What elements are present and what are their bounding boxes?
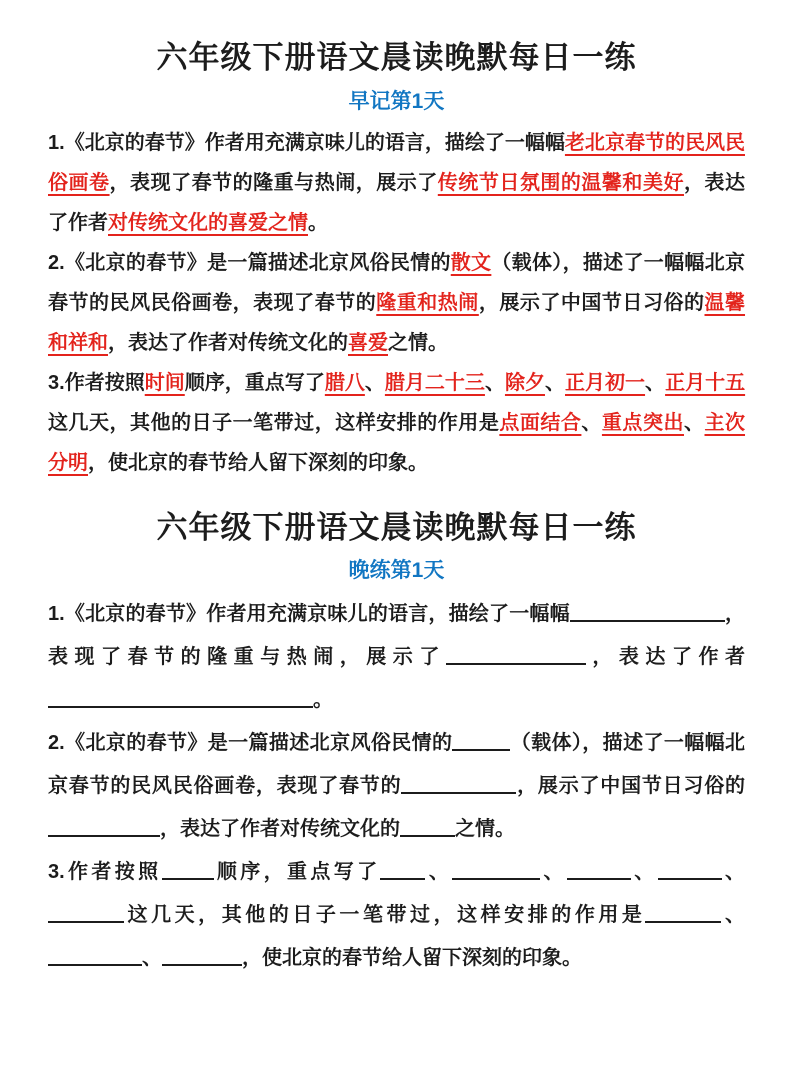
paragraph [48, 243, 745, 363]
paragraph-list-morning [48, 123, 745, 483]
text-segment: ，展示了中国节日习俗的 [478, 291, 705, 314]
text-segment: 、 [581, 411, 602, 434]
fill-in-blank-line [48, 688, 313, 708]
text-segment: 、 [544, 371, 565, 394]
text-segment: 、 [683, 411, 705, 434]
answer-highlight-segment: 正月十五 [665, 371, 746, 394]
text-segment: 、 [540, 860, 567, 883]
answer-highlight-segment: 腊月二十三 [384, 371, 485, 394]
paragraph [48, 851, 745, 980]
section-morning-reading [48, 40, 745, 483]
fill-in-blank-line [658, 860, 722, 880]
text-segment: 、 [425, 860, 453, 883]
answer-highlight-segment: 主次分明 [48, 411, 746, 474]
section-subtitle-morning: 早记第1天 [348, 89, 445, 113]
text-segment: ，表达了作者 [48, 171, 746, 234]
fill-in-blank-line [48, 817, 160, 837]
text-segment: ，表达了作者 [585, 645, 746, 668]
text-segment: ，表现了春节的隆重与热闹，展示了 [48, 602, 745, 668]
fill-in-blank-line [452, 731, 510, 751]
text-segment: 。 [308, 211, 328, 234]
answer-highlight-segment: 时间 [144, 371, 185, 394]
answer-highlight-segment: 隆重和热闹 [376, 291, 479, 314]
text-segment: 。 [313, 688, 333, 711]
fill-in-blank-line [452, 860, 540, 880]
text-segment: 之情。 [388, 331, 448, 354]
text-segment: 、 [142, 946, 162, 969]
answer-highlight-segment: 喜爱 [348, 331, 388, 354]
text-segment: ，使北京的春节给人留下深刻的印象。 [242, 946, 582, 969]
text-segment: 1.《北京的春节》作者用充满京味儿的语言，描绘了一幅幅 [48, 131, 565, 154]
text-segment: 、 [484, 371, 505, 394]
text-segment: 1.《北京的春节》作者用充满京味儿的语言，描绘了一幅幅 [48, 602, 570, 625]
fill-in-blank-line [446, 645, 586, 665]
fill-in-blank-line [567, 860, 631, 880]
text-segment: ，表现了春节的隆重与热闹，展示了 [109, 171, 438, 194]
answer-highlight-segment: 传统节日氛围的温馨和美好 [437, 171, 684, 194]
text-segment: 顺序，重点写了 [184, 371, 325, 394]
answer-highlight-segment: 老北京春节的民风民俗画卷 [48, 131, 745, 194]
fill-in-blank-line [48, 903, 124, 923]
text-segment: 这几天，其他的日子一笔带过，这样安排的作用是 [124, 903, 646, 926]
text-segment: 3.作者按照 [48, 371, 145, 394]
fill-in-blank-line [645, 903, 721, 923]
fill-in-blank-line [400, 817, 455, 837]
answer-highlight-segment: 重点突出 [601, 411, 684, 434]
text-segment: 、 [721, 903, 746, 926]
fill-in-blank-line [48, 946, 142, 966]
text-segment: 顺序，重点写了 [213, 860, 381, 883]
answer-highlight-segment: 正月初一 [565, 371, 646, 394]
answer-highlight-segment: 对传统文化的喜爱之情 [108, 211, 308, 234]
answer-highlight-segment: 除夕 [504, 371, 545, 394]
fill-in-blank-line [570, 602, 725, 622]
page-title-evening: 六年级下册语文晨读晚默每日一练 [156, 509, 637, 545]
text-segment: （载体），描述了一幅幅北京春节的民风民俗画卷，表现了春节的 [48, 731, 745, 797]
text-segment: 、 [721, 860, 746, 883]
fill-in-blank-line [162, 860, 214, 880]
text-segment: 2.《北京的春节》是一篇描述北京风俗民情的 [48, 731, 453, 754]
text-segment: 之情。 [455, 817, 515, 840]
paragraph [48, 722, 745, 851]
text-segment: ，表达了作者对传统文化的 [108, 331, 348, 354]
page-title: 六年级下册语文晨读晚默每日一练 [156, 40, 637, 75]
paragraph [48, 593, 745, 722]
answer-highlight-segment: 点面结合 [499, 411, 582, 434]
paragraph [48, 123, 745, 243]
section-evening-practice [48, 510, 745, 980]
text-segment: ，使北京的春节给人留下深刻的印象。 [88, 451, 428, 474]
paragraph [48, 363, 745, 483]
paragraph-list-evening [48, 593, 745, 980]
fill-in-blank-line [162, 946, 242, 966]
answer-highlight-segment: 腊八 [324, 371, 365, 394]
section-subtitle-evening: 晚练第1天 [348, 559, 445, 583]
text-segment: 这几天，其他的日子一笔带过，这样安排的作用是 [48, 411, 500, 434]
text-segment: 、 [630, 860, 658, 883]
text-segment: 2.《北京的春节》是一篇描述北京风俗民情的 [48, 251, 451, 274]
text-segment: 、 [645, 371, 666, 394]
text-segment: （载体），描述了一幅幅北京春节的民风民俗画卷，表现了春节的 [48, 251, 745, 314]
text-segment: ，表达了作者对传统文化的 [160, 817, 400, 840]
answer-highlight-segment: 散文 [450, 251, 492, 274]
answer-highlight-segment: 温馨和祥和 [48, 291, 746, 354]
fill-in-blank-line [380, 860, 425, 880]
text-segment: 、 [364, 371, 385, 394]
text-segment: ，展示了中国节日习俗的 [516, 774, 746, 797]
text-segment: 3.作者按照 [48, 860, 162, 883]
fill-in-blank-line [401, 774, 516, 794]
